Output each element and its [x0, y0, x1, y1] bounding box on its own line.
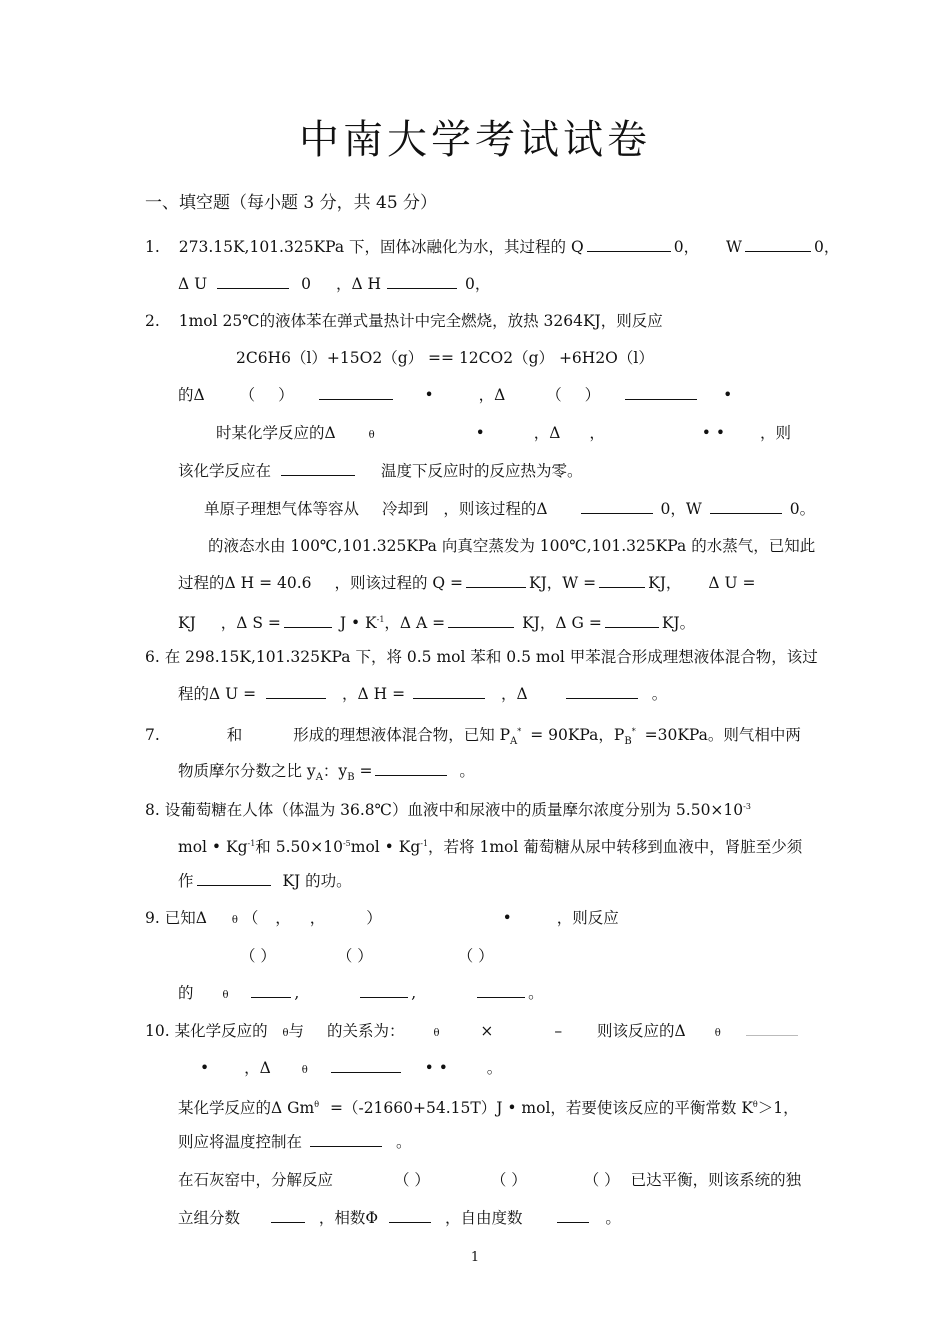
text: * [517, 727, 522, 736]
text: 0，W [660, 500, 702, 518]
text: × [480, 1022, 494, 1040]
text: ：y [322, 762, 348, 780]
text: • [200, 1059, 210, 1077]
text: ，Δ [244, 1059, 271, 1077]
answer-blank[interactable] [710, 499, 782, 514]
question-12-line-1 [178, 1169, 801, 1191]
text: KJ。 [661, 614, 696, 632]
question-9-line-2 [240, 945, 494, 967]
text: 和 5.50×10 [255, 838, 343, 856]
text: θ [282, 1028, 289, 1039]
text: 某化学反应的Δ Gm [178, 1099, 315, 1117]
text: -1 [376, 615, 385, 624]
text: θ [222, 990, 229, 1001]
text: ，Δ [478, 386, 506, 404]
text: KJ， [648, 574, 682, 592]
answer-blank[interactable] [477, 983, 525, 998]
text: 则该反应的Δ [597, 1022, 686, 1040]
answer-blank[interactable] [310, 1132, 382, 1147]
text: • [502, 909, 512, 927]
text: ，若将 1mol 葡萄糖从尿中转移到血液中，肾脏至少须 [428, 838, 803, 856]
text: B [624, 736, 632, 747]
page-title: 中南大学考试试卷 [299, 117, 651, 163]
answer-blank[interactable] [466, 573, 526, 588]
question-3-line-2 [178, 460, 582, 482]
text: W [726, 238, 742, 256]
text: 形成的理想液体混合物，已知 P [293, 726, 511, 744]
text: 。 [486, 1059, 503, 1077]
text: 物质摩尔分数之比 y [178, 762, 316, 780]
section-heading: 一、填空题（每小题 3 分，共 45 分） [145, 193, 438, 213]
question-number: 7. [145, 726, 160, 744]
text: ，Δ H [335, 275, 382, 293]
answer-blank[interactable] [319, 385, 393, 400]
question-11-line-2 [178, 1131, 411, 1153]
text: θ [714, 1028, 721, 1039]
answer-blank[interactable] [389, 1208, 431, 1223]
text: 时某化学反应的Δ [216, 424, 336, 442]
text: 8. 设葡萄糖在人体（体温为 36.8℃）血液中和尿液中的质量摩尔浓度分别为 5.50×10 [145, 801, 744, 819]
text: 。 [651, 685, 668, 703]
text: , [411, 984, 417, 1002]
text: θ [752, 1100, 758, 1109]
answer-blank[interactable] [625, 385, 697, 400]
text: 0 [301, 275, 311, 293]
text: =30KPa。则气相中两 [644, 726, 801, 744]
question-1-line-1 [145, 236, 839, 258]
text: ， [309, 909, 326, 927]
text: ，则反应 [556, 909, 619, 927]
question-9-line-1 [145, 907, 619, 932]
question-1-line-2 [178, 273, 490, 295]
question-2-line-3 [178, 384, 732, 406]
question-8-line-1 [145, 796, 751, 821]
text: – [554, 1022, 563, 1040]
text: = 90KPa，P [530, 726, 625, 744]
text: ， [589, 424, 605, 442]
text: 10. 某化学反应的 [145, 1022, 268, 1040]
question-8-line-2 [178, 833, 802, 858]
text: 。 [528, 984, 544, 1002]
text: （ [239, 386, 256, 404]
text: θ [301, 1065, 308, 1076]
text: （ ） [240, 947, 276, 965]
answer-blank[interactable] [271, 1208, 305, 1223]
text: KJ，W = [529, 574, 597, 592]
question-7-line-1 [145, 721, 801, 753]
answer-blank[interactable] [197, 871, 271, 886]
text: * [631, 727, 636, 736]
text: • • [701, 424, 726, 442]
text: Δ U = [708, 574, 756, 592]
question-text: 1mol 25℃的液体苯在弹式量热计中完全燃烧，放热 3264KJ，则反应 [178, 312, 663, 330]
question-7-line-2 [178, 760, 475, 789]
text: 过程的Δ H = 40.6 [178, 574, 312, 592]
text: -1 [420, 839, 429, 848]
text: （ ） [336, 947, 373, 965]
text: 已达平衡，则该系统的独 [630, 1171, 802, 1189]
text: θ [314, 1100, 320, 1109]
question-4-line-1 [204, 498, 815, 520]
text: ，则该过程的 Q = [334, 574, 463, 592]
answer-blank[interactable] [251, 983, 291, 998]
text: 0， [813, 238, 840, 256]
text: 的Δ [178, 386, 205, 404]
text: 和 [226, 726, 243, 744]
answer-blank[interactable] [331, 1058, 401, 1073]
text: （ [242, 909, 259, 927]
question-text: 273.15K,101.325KPa 下，固体冰融化为水，其过程的 Q [178, 238, 584, 256]
text: （ [546, 386, 562, 404]
text: • [475, 424, 485, 442]
text: 。 [459, 762, 475, 780]
text: -1 [247, 839, 256, 848]
question-6-line-2 [178, 683, 667, 705]
text: （ ） [490, 1171, 527, 1189]
text: KJ 的功。 [282, 872, 352, 890]
text: mol • Kg [178, 838, 248, 856]
question-number: 1. [145, 238, 160, 256]
text: θ [433, 1028, 440, 1039]
text: ，则该过程的Δ [443, 500, 548, 518]
text: ，则 [759, 424, 791, 442]
text: （ ） [457, 947, 494, 965]
text: 单原子理想气体等容从 [204, 500, 360, 518]
text: ） [278, 386, 294, 404]
text: ，Δ [533, 424, 561, 442]
text: 0， [465, 275, 491, 293]
text: 程的Δ U = [178, 685, 257, 703]
text: • [424, 386, 434, 404]
reaction-equation: 2C6H6（l）+15O2（g） == 12CO2（g） +6H2O（l） [236, 349, 654, 367]
page-number: 1 [470, 1250, 480, 1265]
text: 0。 [789, 500, 816, 518]
text: 9. 已知Δ [145, 909, 207, 927]
answer-blank[interactable] [284, 613, 332, 628]
question-5-line-2 [178, 572, 755, 594]
text: θ [368, 430, 375, 441]
text: • • [424, 1059, 448, 1077]
text: B [347, 772, 355, 783]
answer-blank[interactable] [587, 237, 671, 252]
text: ，Δ A = [384, 614, 446, 632]
text: =（-21660+54.15T）J • mol，若要使该反应的平衡常数 K [329, 1099, 753, 1117]
text: -3 [743, 802, 751, 811]
answer-blank[interactable] [387, 274, 457, 289]
question-9-line-3 [178, 982, 544, 1007]
question-12-line-2 [178, 1207, 621, 1229]
text: ＞1， [757, 1099, 799, 1117]
answer-blank[interactable] [281, 461, 355, 476]
answer-blank[interactable] [581, 499, 653, 514]
question-6-line-1: 6. 在 298.15K,101.325KPa 下，将 0.5 mol 苯和 0.5 mol 甲苯混合形成理想液体混合物，该过 [145, 648, 818, 666]
text: （ ） [393, 1171, 430, 1189]
answer-blank[interactable] [266, 684, 326, 699]
text: -5 [342, 839, 351, 848]
text: 作 [178, 872, 194, 890]
text: , [294, 984, 300, 1002]
answer-blank[interactable] [375, 761, 447, 776]
text: 0， [673, 238, 700, 256]
question-5-line-1: 的液态水由 100℃,101.325KPa 向真空蒸发为 100℃,101.325KPa 的水蒸气，已知此 [208, 537, 816, 555]
answer-blank[interactable] [605, 613, 659, 628]
text: J • K [339, 614, 377, 632]
answer-blank[interactable] [217, 274, 289, 289]
answer-blank[interactable] [413, 684, 485, 699]
text: 的 [178, 984, 194, 1002]
text: ，Δ [501, 685, 528, 703]
answer-blank[interactable] [599, 573, 645, 588]
answer-blank[interactable] [448, 613, 514, 628]
text: θ [231, 915, 238, 926]
text: ， [275, 909, 291, 927]
text: ，Δ S = [220, 614, 281, 632]
question-10-line-2 [200, 1057, 502, 1082]
question-5-line-3 [178, 609, 695, 634]
answer-blank[interactable] [566, 684, 638, 699]
text: 在石灰窑中，分解反应 [178, 1171, 334, 1189]
text: 与 [288, 1022, 305, 1040]
text: 冷却到 [381, 500, 429, 518]
text: ，Δ H = [342, 685, 406, 703]
text: ，相数Φ [318, 1209, 379, 1227]
text: 。 [605, 1209, 621, 1227]
text: （ ） [583, 1171, 620, 1189]
question-3-line-1 [216, 422, 791, 447]
text: ，自由度数 [444, 1209, 523, 1227]
text: = [359, 762, 373, 780]
answer-blank[interactable] [745, 237, 811, 252]
question-11-line-1 [178, 1094, 799, 1119]
text: 。 [395, 1133, 412, 1151]
answer-blank[interactable] [360, 983, 408, 998]
answer-blank[interactable] [557, 1208, 589, 1223]
text: A [510, 736, 518, 747]
answer-blank[interactable] [746, 1021, 798, 1036]
text: ） [366, 909, 382, 927]
text: KJ [178, 614, 196, 632]
text: • [723, 386, 733, 404]
question-number: 2. [145, 312, 160, 330]
text: Δ U [178, 275, 208, 293]
text: 的关系为： [327, 1022, 405, 1040]
text: A [315, 772, 323, 783]
text: 立组分数 [178, 1209, 241, 1227]
text: 温度下反应时的反应热为零。 [380, 462, 583, 480]
text: 该化学反应在 [178, 462, 272, 480]
text: mol • Kg [350, 838, 421, 856]
question-2-line-1 [145, 310, 663, 332]
text: 则应将温度控制在 [178, 1133, 303, 1151]
text: KJ，Δ G = [522, 614, 602, 632]
question-8-line-3 [178, 870, 352, 892]
text: ） [584, 386, 601, 404]
question-10-line-1 [145, 1020, 798, 1045]
